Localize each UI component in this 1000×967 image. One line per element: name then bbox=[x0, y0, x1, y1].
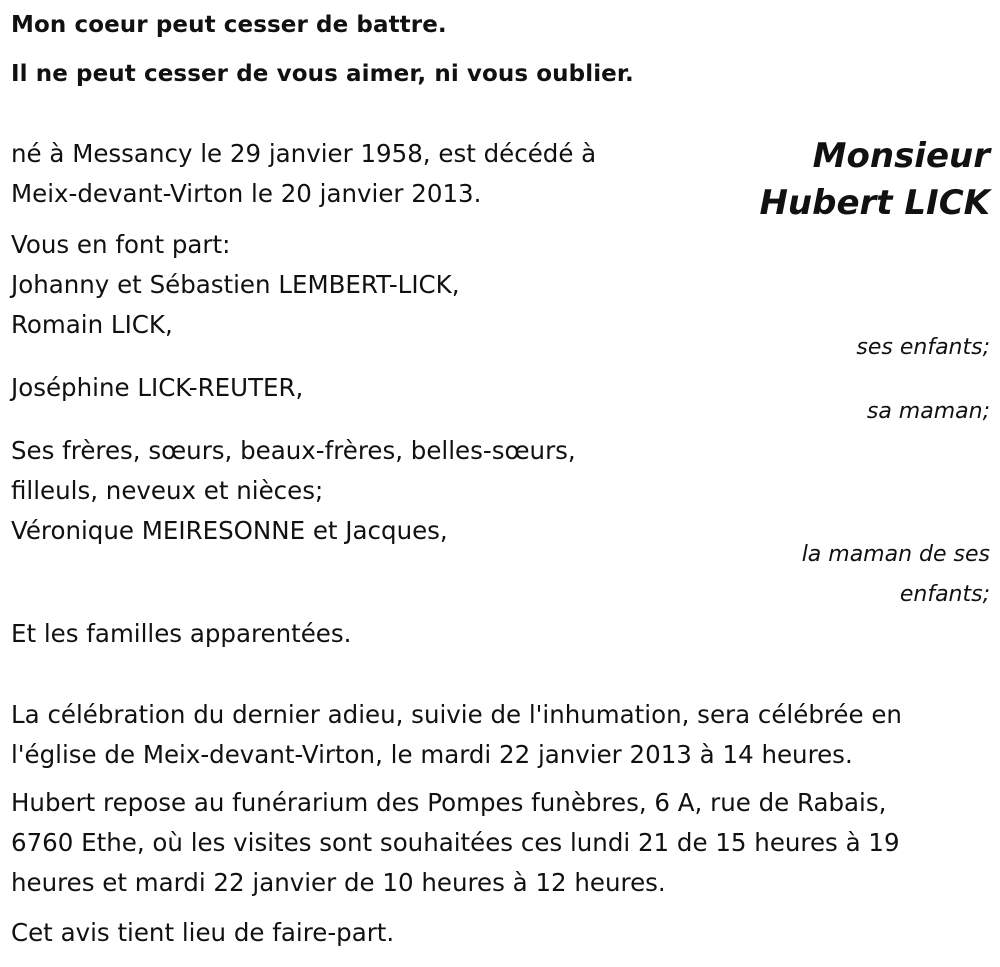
partner-name: Véronique MEIRESONNE et Jacques, bbox=[11, 516, 448, 545]
birth-death-line-1: né à Messancy le 29 janvier 1958, est décédé à bbox=[11, 139, 597, 168]
partner-role bbox=[802, 535, 990, 615]
children-list bbox=[11, 265, 460, 345]
deceased-name-block bbox=[759, 133, 990, 227]
birth-death-line-2: Meix-devant-Virton le 20 janvier 2013. bbox=[11, 179, 482, 208]
closing-text: Cet avis tient lieu de faire-part. bbox=[11, 918, 395, 947]
child-name: Johanny et Sébastien LEMBERT-LICK, bbox=[11, 270, 460, 299]
deceased-name: Hubert LICK bbox=[759, 183, 990, 223]
siblings-text bbox=[11, 431, 576, 551]
partner-role-line-2: enfants; bbox=[899, 582, 990, 607]
mother-role: sa maman; bbox=[866, 399, 990, 424]
partner-role-line-1: la maman de ses bbox=[801, 542, 990, 567]
visitation-line-1: Hubert repose au funérarium des Pompes funèbres, 6 A, rue de Rabais, bbox=[11, 788, 887, 817]
birth-death-text bbox=[11, 134, 596, 214]
visitation-line-2: 6760 Ethe, où les visites sont souhaitées ces lundi 21 de 15 heures à 19 bbox=[11, 828, 900, 857]
families-text: Et les familles apparentées. bbox=[11, 619, 352, 648]
deceased-title: Monsieur bbox=[812, 136, 990, 176]
visitation-text bbox=[11, 783, 900, 903]
quote-line-1: Mon coeur peut cesser de battre. bbox=[11, 12, 447, 38]
siblings-line-2: filleuls, neveux et nièces; bbox=[11, 476, 324, 505]
announcement-intro: Vous en font part: bbox=[11, 230, 231, 259]
ceremony-line-2: l'église de Meix-devant-Virton, le mardi 22 janvier 2013 à 14 heures. bbox=[11, 740, 853, 769]
mother-name: Joséphine LICK-REUTER, bbox=[11, 373, 304, 402]
quote-line-2: Il ne peut cesser de vous aimer, ni vous oublier. bbox=[11, 61, 634, 87]
children-role: ses enfants; bbox=[856, 335, 990, 360]
siblings-line-1: Ses frères, sœurs, beaux-frères, belles-sœurs, bbox=[11, 436, 576, 465]
child-name: Romain LICK, bbox=[11, 310, 173, 339]
ceremony-line-1: La célébration du dernier adieu, suivie de l'inhumation, sera célébrée en bbox=[11, 700, 902, 729]
ceremony-text bbox=[11, 695, 902, 775]
visitation-line-3: heures et mardi 22 janvier de 10 heures à 12 heures. bbox=[11, 868, 666, 897]
